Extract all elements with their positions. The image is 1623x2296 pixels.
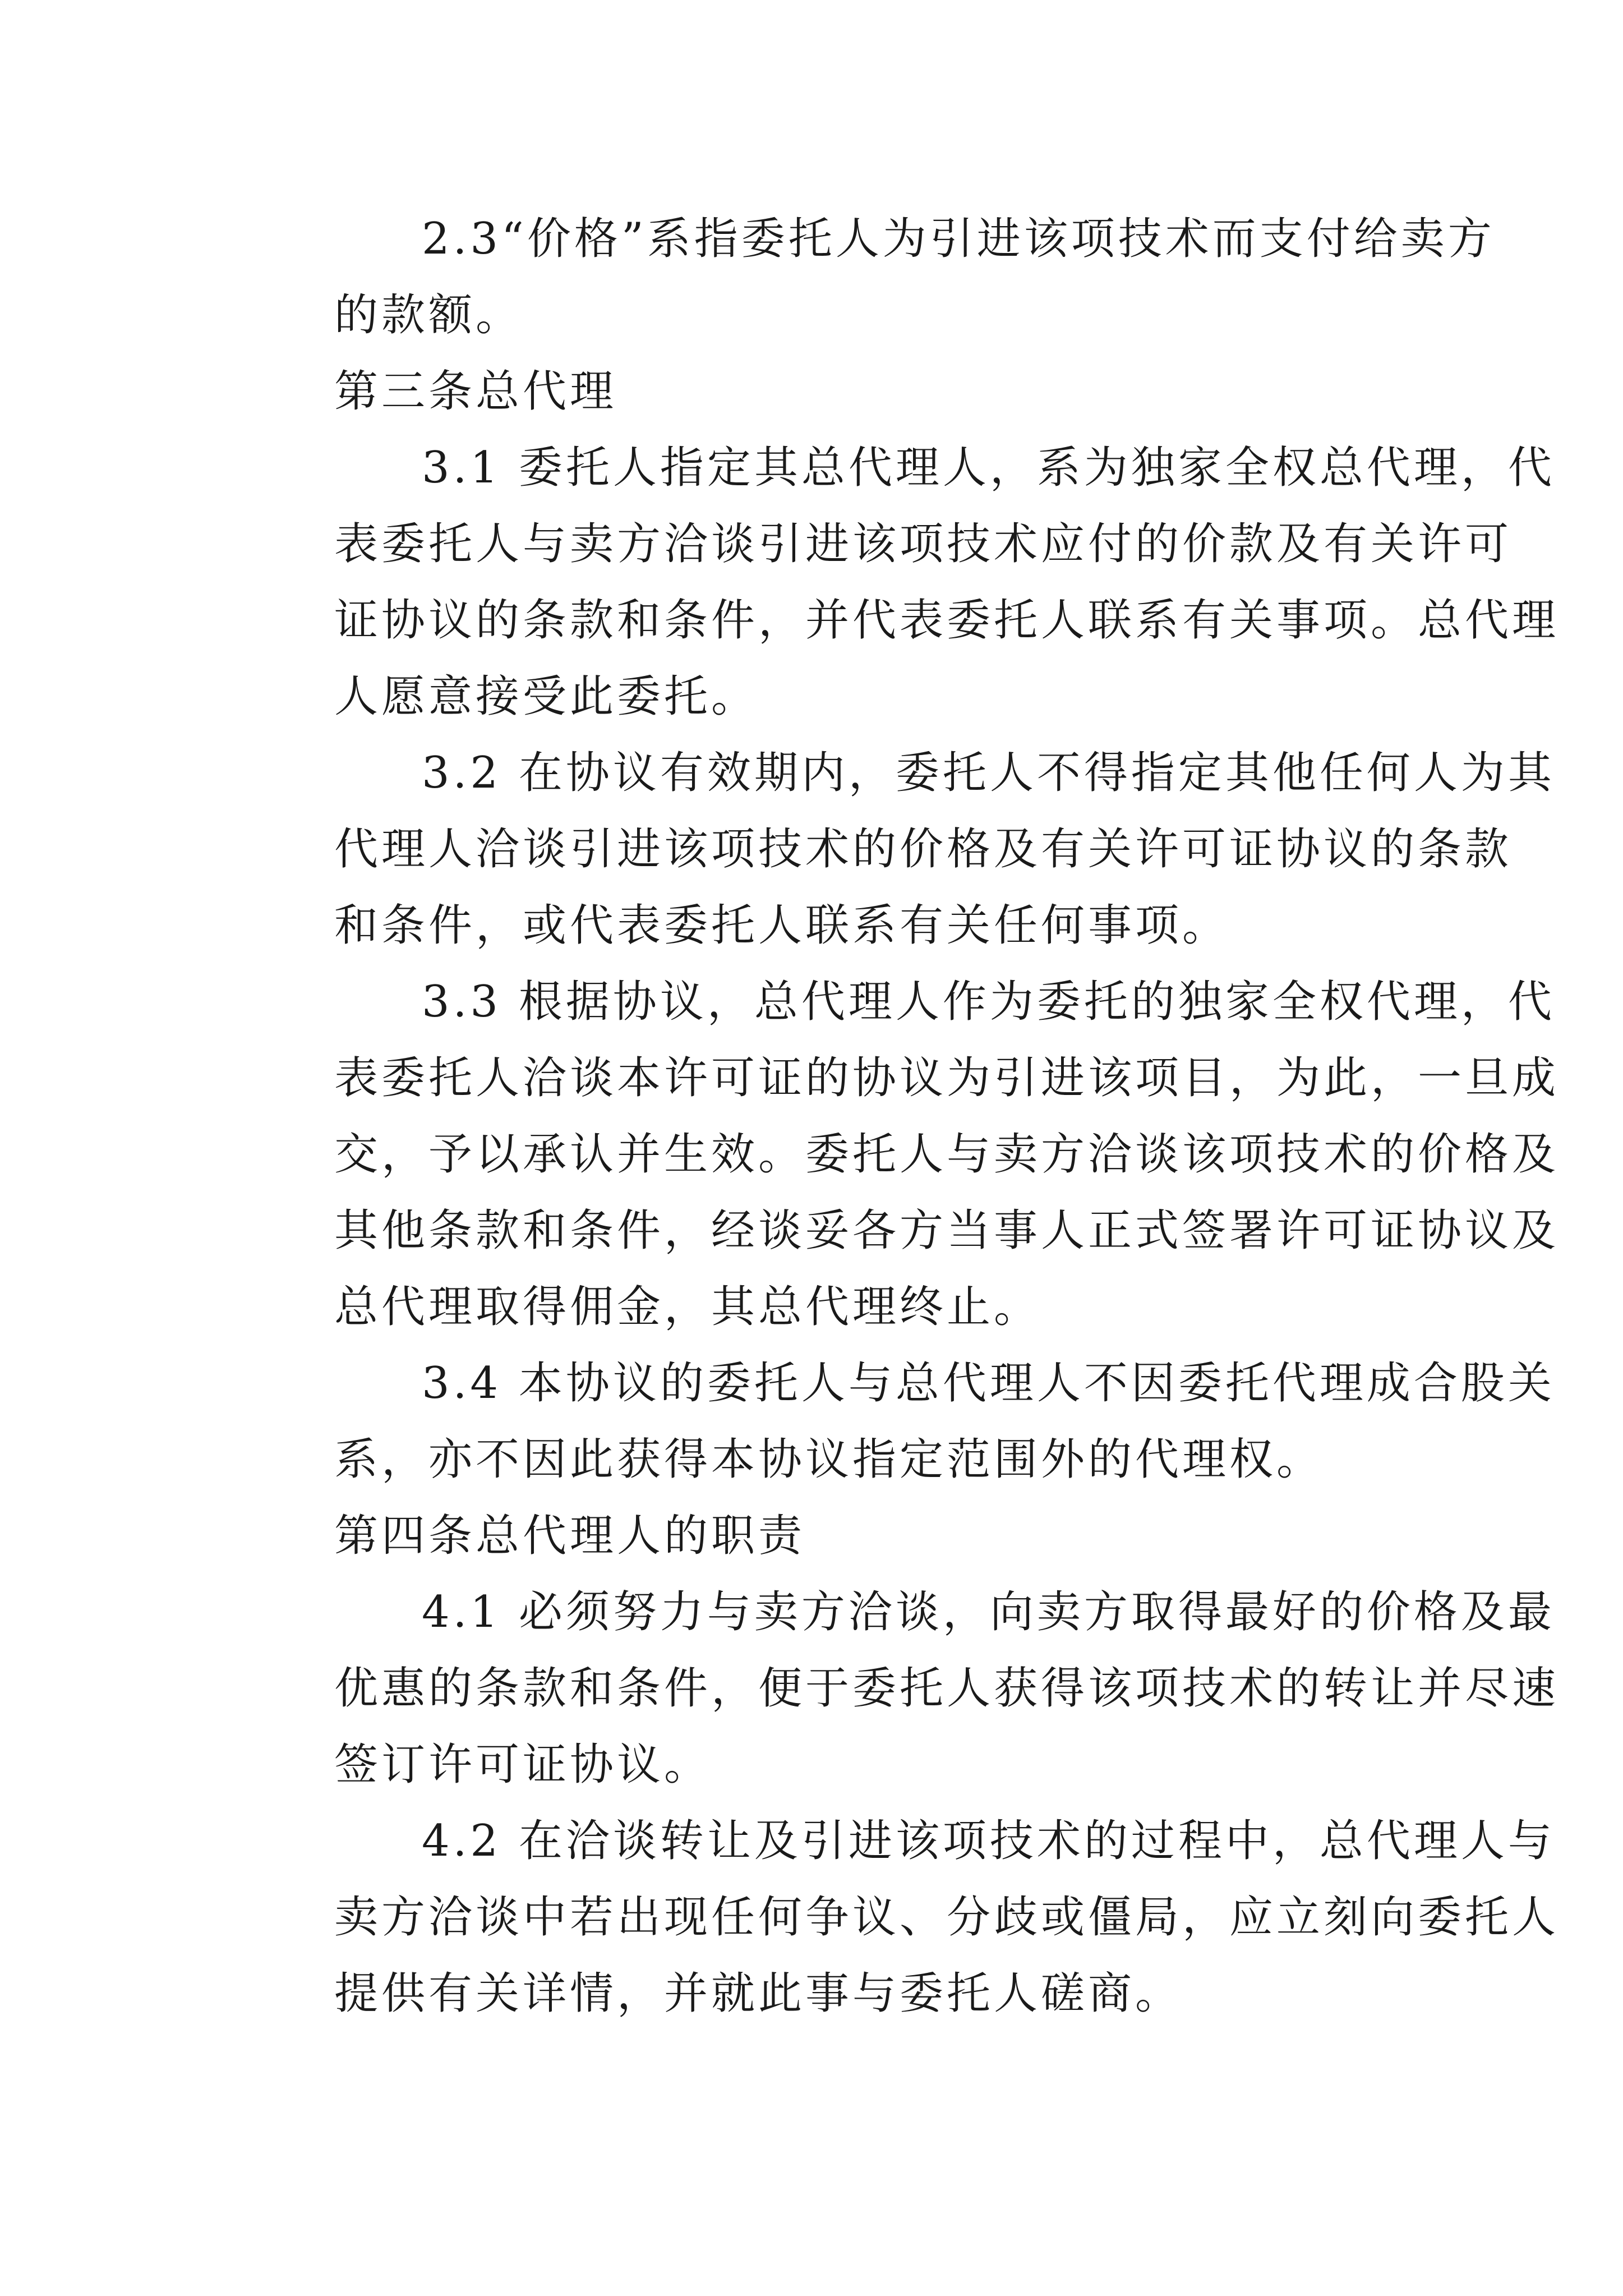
clause-3-1 <box>247 430 1560 735</box>
document-body <box>247 201 1560 2032</box>
clause-3-1-line-1: 3.1 委托人指定其总代理人，系为独家全权总代理，代 <box>422 443 1555 493</box>
clause-2-3-line-1: 2.3“价格”系指委托人为引进该项技术而支付给卖方 <box>422 214 1495 264</box>
clause-3-2 <box>247 735 1555 964</box>
clause-4-2-line-3: 提供有关详情，并就此事与委托人磋商。 <box>334 1968 1183 2019</box>
clause-2-3 <box>247 201 1495 353</box>
clause-4-1 <box>247 1574 1560 1803</box>
clause-3-3-line-1: 3.3 根据协议，总代理人作为委托的独家全权代理，代 <box>422 977 1555 1027</box>
clause-3-3-line-2: 表委托人洽谈本许可证的协议为引进该项目，为此，一旦成 <box>334 1053 1560 1103</box>
clause-3-3-line-4: 其他条款和条件，经谈妥各方当事人正式签署许可证协议及 <box>334 1205 1560 1256</box>
clause-4-2-line-1: 4.2 在洽谈转让及引进该项技术的过程中，总代理人与 <box>422 1816 1555 1866</box>
clause-4-1-line-1: 4.1 必须努力与卖方洽谈，向卖方取得最好的价格及最 <box>422 1587 1555 1637</box>
clause-4-2-line-2: 卖方洽谈中若出现任何争议、分歧或僵局，应立刻向委托人 <box>334 1892 1560 1943</box>
clause-3-4 <box>247 1345 1555 1498</box>
clause-3-3 <box>247 964 1560 1345</box>
article-4-heading: 第四条总代理人的职责 <box>334 1511 806 1561</box>
clause-2-3-line-2: 的款额。 <box>334 290 523 341</box>
clause-3-1-line-2: 表委托人与卖方洽谈引进该项技术应付的价款及有关许可 <box>334 519 1513 569</box>
article-3-heading: 第三条总代理 <box>334 366 617 417</box>
clause-3-3-line-3: 交，予以承认并生效。委托人与卖方洽谈该项技术的价格及 <box>334 1129 1560 1180</box>
clause-4-2 <box>247 1803 1560 2032</box>
clause-3-3-line-5: 总代理取得佣金，其总代理终止。 <box>334 1282 1041 1332</box>
clause-3-1-line-4: 人愿意接受此委托。 <box>334 671 759 722</box>
clause-3-1-line-3: 证协议的条款和条件，并代表委托人联系有关事项。总代理 <box>334 595 1560 646</box>
clause-4-1-line-3: 签订许可证协议。 <box>334 1740 712 1790</box>
clause-3-2-line-1: 3.2 在协议有效期内，委托人不得指定其他任何人为其 <box>422 748 1555 798</box>
clause-3-4-line-2: 系，亦不因此获得本协议指定范围外的代理权。 <box>334 1434 1324 1485</box>
clause-3-4-line-1: 3.4 本协议的委托人与总代理人不因委托代理成合股关 <box>422 1358 1555 1409</box>
clause-4-1-line-2: 优惠的条款和条件，便于委托人获得该项技术的转让并尽速 <box>334 1663 1560 1714</box>
clause-3-2-line-3: 和条件，或代表委托人联系有关任何事项。 <box>334 900 1230 951</box>
clause-3-2-line-2: 代理人洽谈引进该项技术的价格及有关许可证协议的条款 <box>334 824 1513 875</box>
